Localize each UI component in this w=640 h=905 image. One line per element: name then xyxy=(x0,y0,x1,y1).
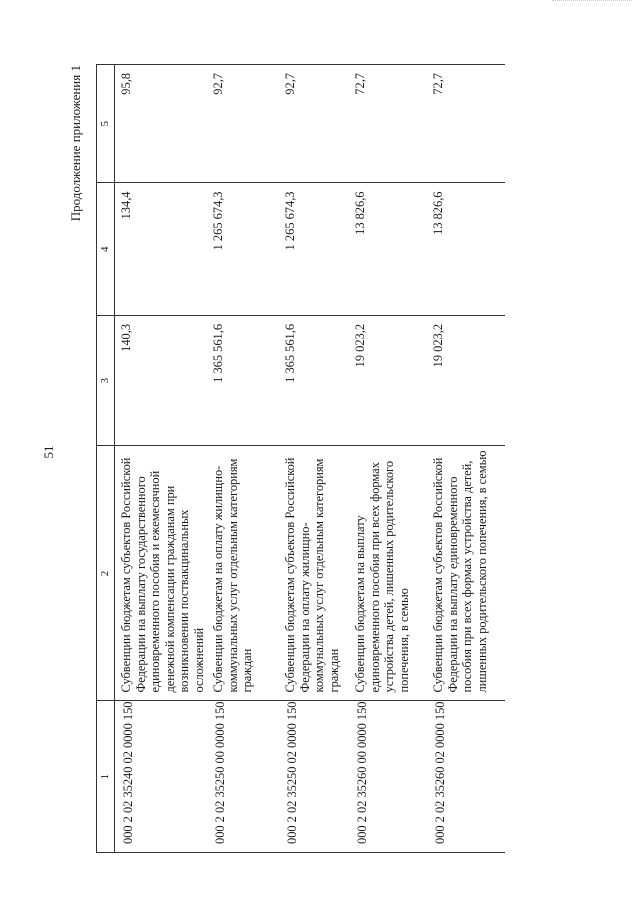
row-col5: 92,7 xyxy=(279,65,349,184)
header-col-4: 4 xyxy=(97,183,115,315)
row-code: 000 2 02 35250 02 0000 150 xyxy=(279,701,349,853)
budget-table xyxy=(96,64,505,853)
row-code: 000 2 02 35250 00 0000 150 xyxy=(207,701,279,853)
row-col4: 13 826,6 xyxy=(349,183,427,315)
header-col-3: 3 xyxy=(97,315,115,446)
table-row xyxy=(349,65,427,853)
table-row xyxy=(279,65,349,853)
table-row xyxy=(207,65,279,853)
row-col3: 1 365 561,6 xyxy=(207,315,279,446)
row-code: 000 2 02 35260 02 0000 150 xyxy=(427,701,505,853)
row-name: Субвенции бюджетам на оплату жилищно-коммунальных услуг отдельным категориям граждан xyxy=(207,446,279,701)
row-code: 000 2 02 35260 00 0000 150 xyxy=(349,701,427,853)
row-name: Субвенции бюджетам субъектов Российской Федерации на оплату жилищно-коммунальных услуг отдельным категориям граждан xyxy=(279,446,349,701)
row-col3: 140,3 xyxy=(115,315,208,446)
row-col4: 1 265 674,3 xyxy=(279,183,349,315)
header-col-2: 2 xyxy=(97,446,115,701)
row-col5: 95,8 xyxy=(115,65,208,184)
row-name: Субвенции бюджетам субъектов Российской Федерации на выплату единовременного пособия при всех формах устройства детей, лишенных родительского попечения, в семью xyxy=(427,446,505,701)
row-col4: 1 265 674,3 xyxy=(207,183,279,315)
row-col5: 72,7 xyxy=(349,65,427,184)
header-col-5: 5 xyxy=(97,65,115,184)
row-col3: 19 023,2 xyxy=(427,315,505,446)
row-col4: 13 826,6 xyxy=(427,183,505,315)
table-row xyxy=(427,65,505,853)
table-header-row xyxy=(97,65,115,853)
row-col5: 92,7 xyxy=(207,65,279,184)
continuation-label: Продолжение приложения 1 xyxy=(68,65,83,222)
row-col5: 72,7 xyxy=(427,65,505,184)
row-name: Субвенции бюджетам на выплату единовременного пособия при всех формах устройства детей, лишенных родительского попечения, в семью xyxy=(349,446,427,701)
table-row xyxy=(115,65,208,853)
row-code: 000 2 02 35240 02 0000 150 xyxy=(115,701,208,853)
row-col3: 1 365 561,6 xyxy=(279,315,349,446)
header-col-1: 1 xyxy=(97,701,115,853)
page-number: 51 xyxy=(41,445,56,459)
row-col3: 19 023,2 xyxy=(349,315,427,446)
row-col4: 134,4 xyxy=(115,183,208,315)
row-name: Субвенции бюджетам субъектов Российской Федерации на выплату государственного единовременного пособия и ежемесячной денежной компенсации гражданам при возникновении поствакцинальных осложнений xyxy=(115,446,208,701)
